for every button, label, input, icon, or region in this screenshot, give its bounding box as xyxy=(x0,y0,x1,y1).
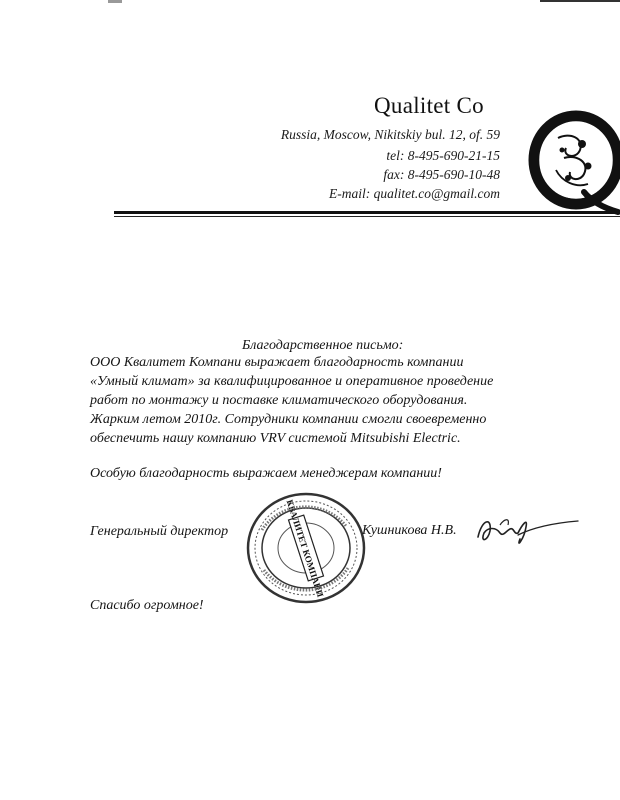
letter-line: обеспечить нашу компанию VRV системой Mitsubishi Electric. xyxy=(90,431,461,446)
letterhead-divider-thin xyxy=(114,216,620,217)
company-email: E-mail: qualitet.co@gmail.com xyxy=(328,186,500,201)
scan-artifact-line xyxy=(540,0,620,2)
scan-artifact-dash xyxy=(108,0,122,3)
letter-line: работ по монтажу и поставке климатического оборудования. xyxy=(90,393,468,408)
company-tel: tel: 8-495-690-21-15 xyxy=(386,148,500,163)
director-position: Генеральный директор xyxy=(90,524,229,539)
letter-title: Благодарственное письмо: xyxy=(242,338,404,353)
round-company-seal-icon xyxy=(244,490,368,606)
ornamental-q-monogram-icon xyxy=(518,108,620,220)
letter-line: «Умный климат» за квалифицированное и оперативное проведение xyxy=(90,374,494,389)
letterhead-divider xyxy=(114,211,620,214)
director-name: Кушникова Н.В. xyxy=(362,523,457,538)
company-name: Qualitet Co xyxy=(374,93,484,118)
company-address: Russia, Moscow, Nikitskiy bul. 12, of. 59 xyxy=(280,127,500,142)
handwritten-signature-icon xyxy=(470,505,585,555)
closing-line: Спасибо огромное! xyxy=(90,598,204,613)
stamp-text: КВАЛИТЕТ КОМПАНИ xyxy=(284,498,326,599)
company-fax: fax: 8-495-690-10-48 xyxy=(383,167,500,182)
special-thanks-line: Особую благодарность выражаем менеджерам компании! xyxy=(90,466,442,481)
letter-line: Жарким летом 2010г. Сотрудники компании смогли своевременно xyxy=(90,412,487,427)
letter-line: ООО Квалитет Компани выражает благодарность компании xyxy=(90,355,464,370)
